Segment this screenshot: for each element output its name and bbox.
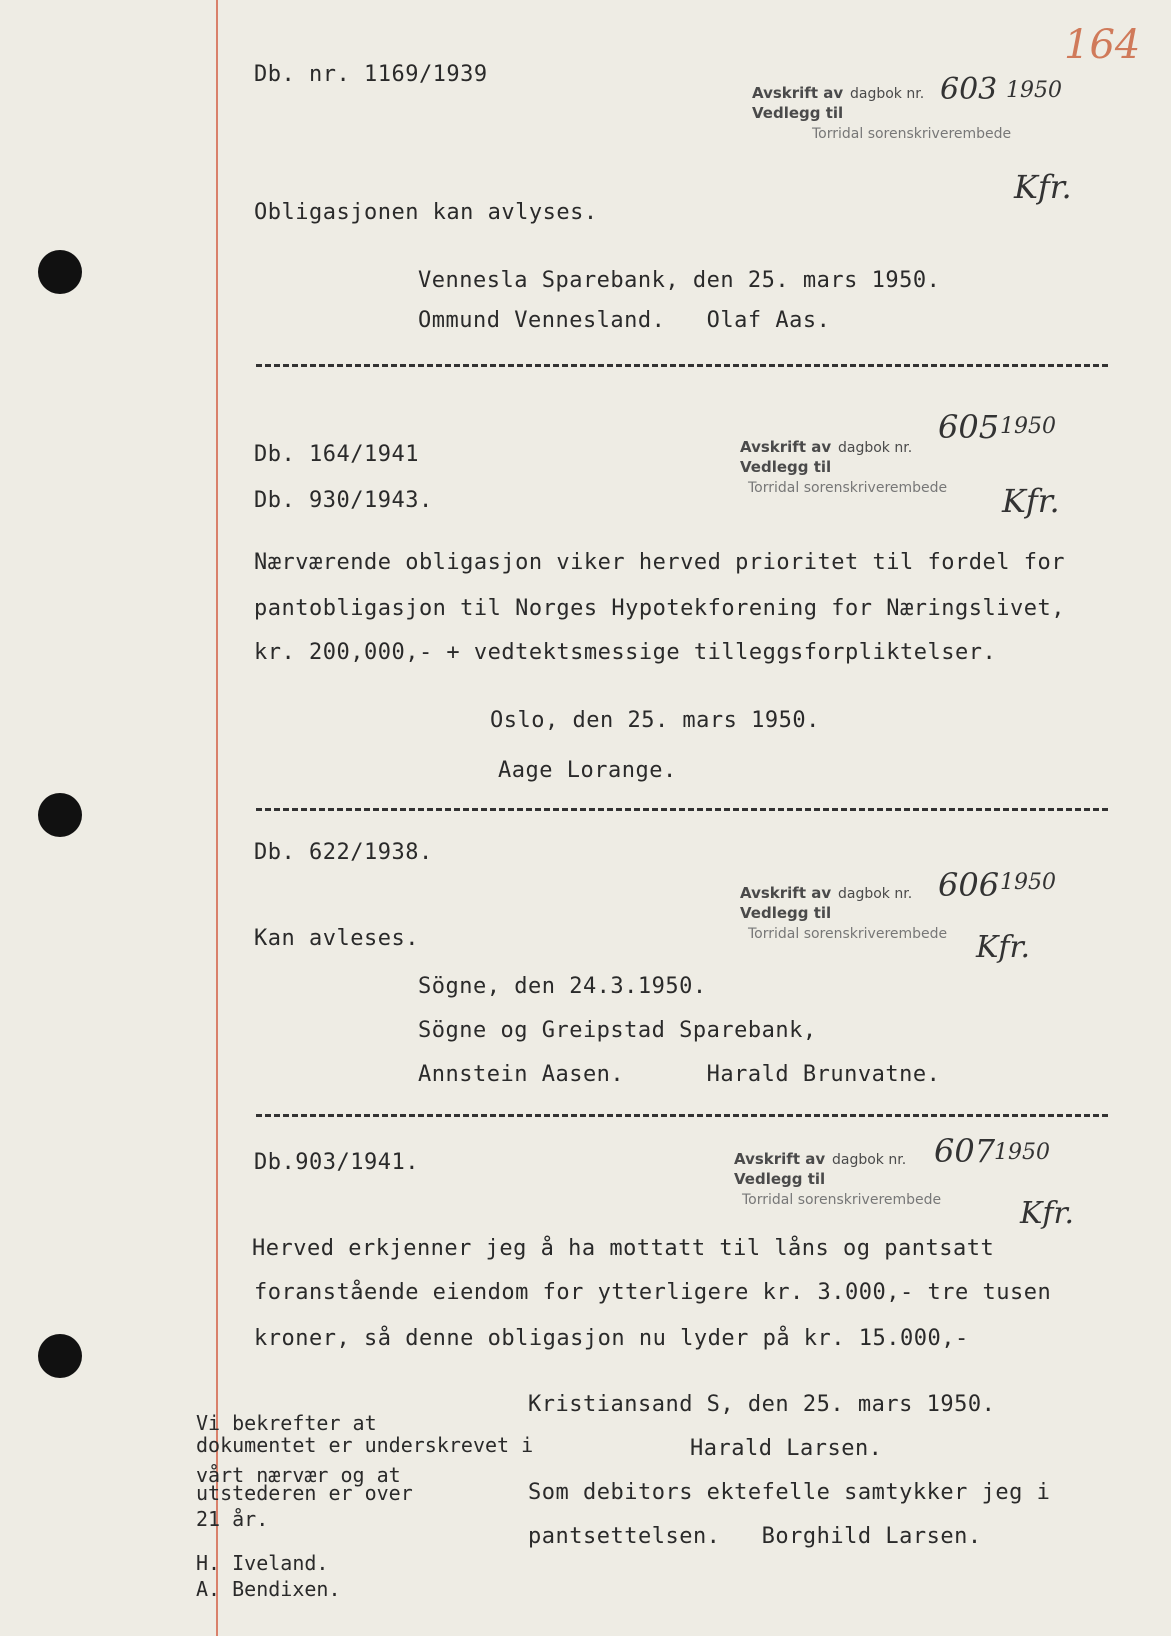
witness-name-2: A. Bendixen. [196,1577,341,1601]
stamp-line3: Torridal sorenskriverembede [742,1192,942,1208]
entry-4-ref: Db.903/1941. [254,1150,419,1175]
entry-2-stamp-year: 1950 [1000,414,1056,439]
page-number: 164 [1064,22,1141,68]
stamp-line2: Vedlegg til [752,104,844,122]
stamp-line1: Avskrift av [734,1150,826,1168]
separator-1 [256,364,1108,367]
entry-2-line-2: pantobligasjon til Norges Hypotekforening for Næringslivet, [254,596,1065,621]
entry-1-ref: Db. nr. 1169/1939 [254,62,488,87]
stamp-line3: Torridal sorenskriverembede [812,126,1012,142]
entry-4-stamp-year: 1950 [994,1140,1050,1165]
entry-2-ref: Db. 164/1941 [254,442,419,467]
entry-3-line-3: Sögne og Greipstad Sparebank, [418,1018,817,1043]
entry-1-line-2: Vennesla Sparebank, den 25. mars 1950. [418,268,941,293]
entry-4-line-3: kroner, så denne obligasjon nu lyder på kr. 15.000,- [254,1326,969,1351]
entry-4-stamp-number: 607 [934,1132,996,1170]
entry-2-line-4: Oslo, den 25. mars 1950. [490,708,820,733]
separator-3 [256,1114,1108,1117]
witness-line-4: utstederen er over [196,1481,413,1505]
entry-3-line-4: Annstein Aasen. Harald Brunvatne. [418,1062,941,1087]
witness-line-1: Vi bekrefter at [196,1411,377,1435]
punch-hole-1 [38,250,82,294]
witness-line-3: vårt nærvær og at [196,1463,401,1487]
entry-4-line-1: Herved erkjenner jeg å ha mottatt til låns og pantsatt [252,1236,995,1261]
entry-1-line-1: Obligasjonen kan avlyses. [254,200,598,225]
stamp-line1b: dagbok nr. [838,440,913,456]
entry-4-line-4: Kristiansand S, den 25. mars 1950. [528,1392,996,1417]
entry-2-line-1: Nærværende obligasjon viker herved prioritet til fordel for [254,550,1065,575]
stamp-line1: Avskrift av [740,438,832,456]
entry-4-line-2: foranstående eiendom for ytterligere kr. 3.000,- tre tusen [254,1280,1052,1305]
entry-2-line-3: kr. 200,000,- + vedtektsmessige tilleggsforpliktelser. [254,640,997,665]
entry-1-stamp-number: 603 [940,72,998,107]
entry-4-line-7: pantsettelsen. Borghild Larsen. [528,1524,982,1549]
stamp-line3: Torridal sorenskriverembede [748,926,948,942]
entry-4-line-6: Som debitors ektefelle samtykker jeg i [528,1480,1051,1505]
entry-3-line-1: Kan avleses. [254,926,419,951]
witness-line-5: 21 år. [196,1507,269,1531]
punch-hole-2 [38,793,82,837]
entry-2-ref2: Db. 930/1943. [254,488,433,513]
entry-2-initials: Kfr. [1002,482,1060,520]
witness-line-2: dokumentet er underskrevet i [196,1433,534,1457]
stamp-line1: Avskrift av [740,884,832,902]
entry-1-line-3: Ommund Vennesland. Olaf Aas. [418,308,831,333]
entry-3-initials: Kfr. [976,930,1031,965]
stamp-line1b: dagbok nr. [838,886,913,902]
margin-rule [216,0,218,1636]
entry-1-stamp-year: 1950 [1006,78,1062,103]
stamp-line1b: dagbok nr. [850,86,925,102]
entry-3-stamp-year: 1950 [1000,870,1056,895]
stamp-line2: Vedlegg til [734,1170,826,1188]
entry-2-line-5: Aage Lorange. [498,758,677,783]
stamp-line1: Avskrift av [752,84,844,102]
entry-4-initials: Kfr. [1020,1196,1075,1231]
entry-4-line-5: Harald Larsen. [690,1436,883,1461]
stamp-line2: Vedlegg til [740,904,832,922]
stamp-line2: Vedlegg til [740,458,832,476]
separator-2 [256,808,1108,811]
entry-2-stamp-number: 605 [938,408,1000,446]
stamp-line1b: dagbok nr. [832,1152,907,1168]
witness-name-1: H. Iveland. [196,1551,329,1575]
punch-hole-3 [38,1334,82,1378]
entry-3-stamp-number: 606 [938,866,1000,904]
entry-3-line-2: Sögne, den 24.3.1950. [418,974,707,999]
stamp-line3: Torridal sorenskriverembede [748,480,948,496]
entry-1-initials: Kfr. [1014,168,1072,206]
entry-3-ref: Db. 622/1938. [254,840,433,865]
